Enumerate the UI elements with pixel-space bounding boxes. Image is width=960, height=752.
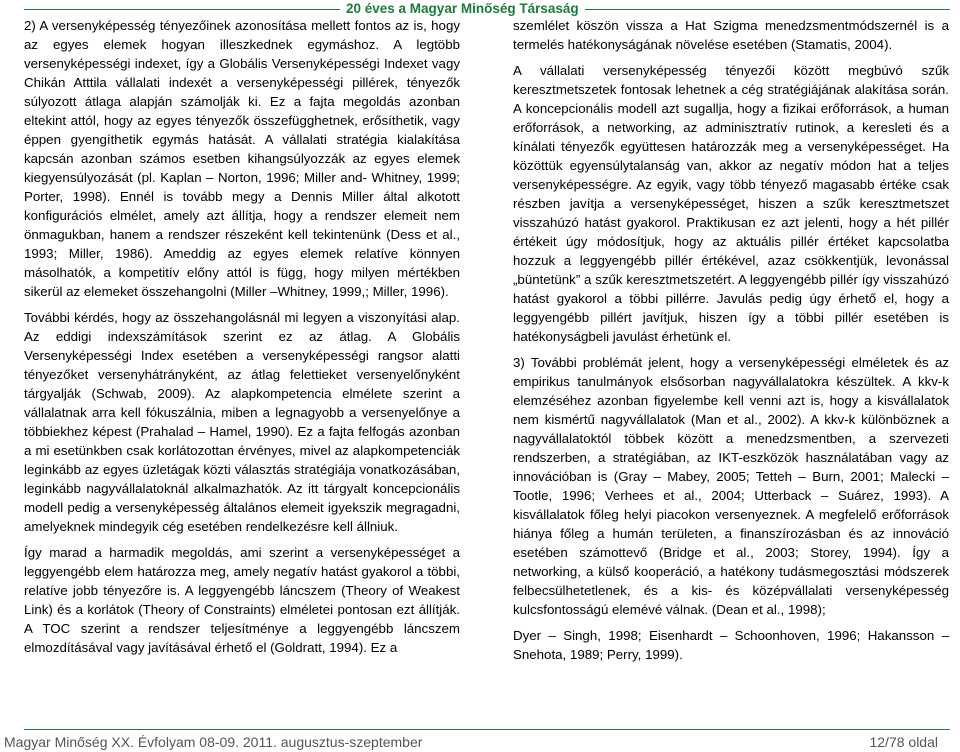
page-number: 12/78 oldal: [869, 734, 938, 750]
paragraph: 2) A versenyképesség tényezőinek azonosítása mellett fontos az is, hogy az egyes elemek hogyan illeszkednek egymáshoz. A legtöbb versenyképességi indexet, így a Globális Versenyképességi Indexet vagy Chikán Atttila vállalati indexét a versenyképességi pillérek, tényezők súlyozott átlaga alapján számolják ki. Ez a fajta megoldás azonban eltekint attól, hogy az egyes tényezők összefügghetnek, erősíthetik, vagy éppen gyengíthetik egymás hatását. A vállalati stratégia kialakítása kapcsán azonban számos esetben kihangsúlyozzák az egyes elemek kiegyensúlyozását (pl. Kaplan – Norton, 1996; Miller and- Whitney, 1999; Porter, 1998). Ennél is tovább megy a Dennis Miller által alkotott konfigurációs elmélet, amely azt állítja, hogy a rendszer elemeit nem önmagukban, hanem a rendszer részeként kell tekintenünk (Dess et al., 1993; Miller, 1986). Ameddig az egyes elemek relatíve könnyen másolhatók, a kompetitív előny attól is függ, hogy milyen mértékben sikerül az elemeket összehangolni (Miller –Whitney, 1999,; Miller, 1996).: [24, 18, 460, 299]
paragraph: szemlélet köszön vissza a Hat Szigma menedzsmentmódszernél is a termelés hatékonyságának növelése esetében (Stamatis, 2004).: [513, 18, 949, 52]
paragraph: Dyer – Singh, 1998; Eisenhardt – Schoonhoven, 1996; Hakansson – Snehota, 1989; Perry, 1999).: [513, 628, 949, 662]
left-column: [24, 16, 460, 657]
paragraph: Így marad a harmadik megoldás, ami szerint a versenyképességet a leggyengébb elem határozza meg, amely negatív hatást gyakorol a többi, relatíve jobb tényezőre is. A leggyengébb láncszem (Theory of Weakest Link) és a korlátok (Theory of Constraints) elméletei pontosan ezt állítják. A TOC szerint a rendszer teljesítménye a leggyengébb láncszem elmozdításával vagy javításával érhető el (Goldratt, 1994). Ez a: [24, 545, 460, 655]
paragraph: 3) További problémát jelent, hogy a versenyképességi elméletek és az empirikus tanulmányok elsősorban nagyvállalatokra készültek. A kkv-k elemzéséhez azonban figyelembe kell venni azt is, hogy a kisvállalatok nem kismértű nagyvállalatok (Man et al., 2002). A kkv-k különböznek a nagyvállalatoktól többek között a menedzsmentben, a szervezeti rendszerben, a stratégiában, az IKT-eszközök használatában vagy az innovációban is (Gray – Mabey, 2005; Tetteh – Burn, 2001; Malecki – Tootle, 1996; Verhees et al., 2004; Utterback – Suárez, 1993). A kisvállalatok főleg helyi piacokon versenyeznek. A megfelelő erőforrások hiánya főleg a humán területen, a finanszírozásban és az innováció esetében számottevő (Bridge et al., 2003; Storey, 1994). Így a networking, a külső kooperáció, a hatékony tudásmegosztási módszerek felbecsülhetetlenek, és a kis- és középvállalati versenyképesség kulcsfontosságú elemévé válnak. (Dean et al., 1998);: [513, 355, 949, 617]
running-header: 20 éves a Magyar Minőség Társaság: [340, 0, 585, 18]
paragraph: További kérdés, hogy az összehangolásnál mi legyen a viszonyítási alap. Az eddigi indexszámítások szerint ez az átlag. A Globális Versenyképességi Index esetében a versenyképességi rangsor alatti tényezőket versenyhátrányként, az átlag felettieket versenyelőnyként tárgyalják (Schwab, 2009). Az alapkompetencia elmélete szerint a vállalatnak arra kell fókuszálnia, miben a legnagyobb a versenyelőnye a többiekhez képest (Prahalad – Hamel, 1990). Ez a fajta felfogás azonban a mi esetünkben csak korlátozottan érvényes, mivel az alapkompetenciák leginkább az egyes üzletágak közti választás stratégiája vonatkozásában, leginkább nagyvállalatoknál alkalmazhatók. Az itt tárgyalt koncepcionális modell pedig a versenyképesség általános elemeit igyekszik megragadni, amelyeknek mindegyik cég esetében rendelkezésre kell állniuk.: [24, 310, 460, 534]
footer-rule: [24, 729, 950, 730]
footer-publication: Magyar Minőség XX. Évfolyam 08-09. 2011. augusztus-szeptember: [4, 734, 423, 750]
paragraph: A vállalati versenyképesség tényezői között megbúvó szűk keresztmetszetek fontosak lehetnek a cég stratégiájának alakítása során. A koncepcionális modell azt sugallja, hogy a fizikai erőforrások, a human erőforrások, a networking, az adminisztratív rutinok, a keresleti és a kínálati tényezők együttesen határozzák meg a versenyképességet. Ha közöttük egyensúlytalanság van, akkor az negatív módon hat a teljes versenyképességre. Az egyik, vagy több tényező magasabb értéke csak részben javítja a versenyképességet, hiszen a szűk keresztmetszet visszahúzó hatást gyakorol. Praktikusan ez azt jelenti, hogy a hét pillér értékeit úgy módosítjuk, hogy az aktuális pillér értéket kapcsolatba hozzuk a leggyengébb pillér értékével, azaz csökkentjük, levonással „büntetünk” a szűk keresztmetszetért. A leggyengébb pillér így visszahúzó hatást gyakorol a többi pillérre. Javulás pedig úgy érhető el, hogy a leggyengébb pillért javítjuk, hiszen így a többi pillér esetében is hatékonyságbeli javulást érhetünk el.: [513, 63, 949, 344]
right-column: [513, 16, 949, 664]
